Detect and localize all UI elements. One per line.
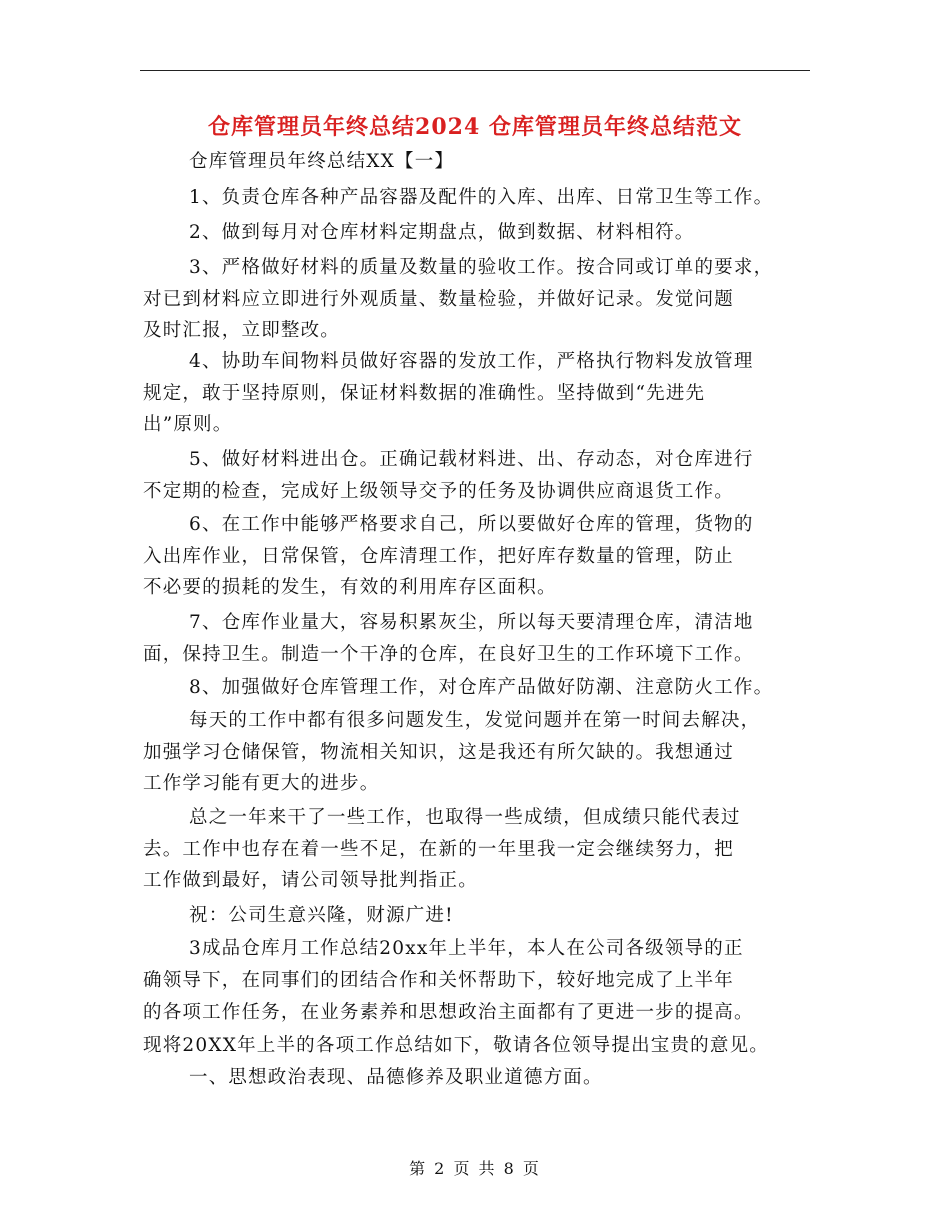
- paragraph-line: 加强学习仓储保管，物流相关知识，这是我还有所欠缺的。我想通过: [143, 742, 735, 763]
- paragraph-line: 3成品仓库月工作总结20xx年上半年，本人在公司各级领导的正: [189, 938, 744, 959]
- paragraph-line: 入出库作业，日常保管，仓库清理工作，把好库存数量的管理，防止: [143, 546, 735, 567]
- paragraph-line: 6、在工作中能够严格要求自己，所以要做好仓库的管理，货物的: [189, 514, 754, 535]
- page-footer: 第 2 页 共 8 页: [409, 1159, 541, 1178]
- paragraph-line: 去。工作中也存在着一些不足，在新的一年里我一定会继续努力，把: [143, 839, 735, 860]
- paragraph-line: 5、做好材料进出仓。正确记载材料进、出、存动态，对仓库进行: [189, 449, 754, 470]
- paragraph-line: 3、严格做好材料的质量及数量的验收工作。按合同或订单的要求，: [189, 257, 774, 278]
- paragraph-line: 祝：公司生意兴隆，财源广进!: [189, 905, 454, 926]
- paragraph-line: 7、仓库作业量大，容易积累灰尘，所以每天要清理仓库，清洁地: [189, 612, 754, 633]
- paragraph-line: 出”原则。: [143, 414, 233, 435]
- paragraph-line: 8、加强做好仓库管理工作，对仓库产品做好防潮、注意防火工作。: [189, 677, 774, 698]
- paragraph-line: 2、做到每月对仓库材料定期盘点，做到数据、材料相符。: [189, 222, 695, 243]
- paragraph-line: 每天的工作中都有很多问题发生，发觉问题并在第一时间去解决，: [189, 710, 761, 731]
- paragraph-line: 工作做到最好，请公司领导批判指正。: [143, 870, 478, 891]
- paragraph-line: 工作学习能有更大的进步。: [143, 773, 380, 794]
- paragraph-line: 不必要的损耗的发生，有效的利用库存区面积。: [143, 577, 557, 598]
- paragraph-line: 总之一年来干了一些工作，也取得一些成绩，但成绩只能代表过: [189, 807, 741, 828]
- paragraph-line: 一、思想政治表现、品德修养及职业道德方面。: [189, 1067, 603, 1088]
- paragraph-line: 确领导下，在同事们的团结合作和关怀帮助下，较好地完成了上半年: [143, 970, 735, 991]
- paragraph-line: 仓库管理员年终总结XX【一】: [189, 151, 455, 172]
- paragraph-line: 规定，敢于坚持原则，保证材料数据的准确性。坚持做到“先进先: [143, 383, 706, 404]
- paragraph-line: 1、负责仓库各种产品容器及配件的入库、出库、日常卫生等工作。: [189, 187, 774, 208]
- header-rule: [140, 70, 810, 71]
- paragraph-line: 面，保持卫生。制造一个干净的仓库，在良好卫生的工作环境下工作。: [143, 644, 754, 665]
- document-title: 仓库管理员年终总结2024 仓库管理员年终总结范文: [208, 114, 742, 140]
- paragraph-line: 现将20XX年上半的各项工作总结如下，敬请各位领导提出宝贵的意见。: [143, 1035, 769, 1056]
- paragraph-line: 4、协助车间物料员做好容器的发放工作，严格执行物料发放管理: [189, 351, 754, 372]
- paragraph-line: 对已到材料应立即进行外观质量、数量检验，并做好记录。发觉问题: [143, 289, 735, 310]
- paragraph-line: 及时汇报，立即整改。: [143, 320, 341, 341]
- paragraph-line: 的各项工作任务，在业务素养和思想政治主面都有了更进一步的提高。: [143, 1002, 754, 1023]
- paragraph-line: 不定期的检查，完成好上级领导交予的任务及协调供应商退货工作。: [143, 481, 735, 502]
